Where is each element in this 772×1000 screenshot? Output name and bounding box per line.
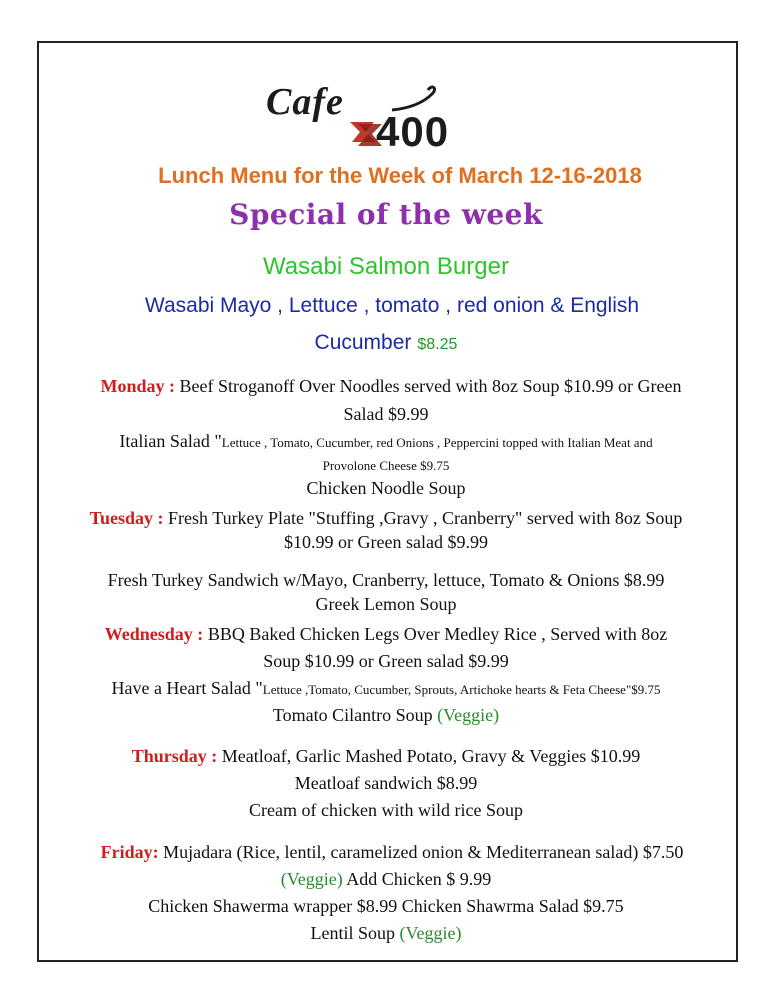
wednesday-salad-desc: Lettuce ,Tomato, Cucumber, Sprouts, Artichoke hearts & Feta Cheese"$9.75 (262, 682, 661, 697)
monday-salad-name: Italian Salad " (119, 431, 222, 451)
wednesday-veggie-tag: (Veggie) (437, 705, 500, 725)
tuesday-sandwich: Fresh Turkey Sandwich w/Mayo, Cranberry, lettuce, Tomato & Onions $8.99 (107, 570, 665, 590)
tuesday-line-2: $10.99 or Green salad $9.99 (284, 532, 488, 552)
friday-entree: Mujadara (Rice, lentil, caramelized onion & Mediterranean salad) $7.50 (158, 842, 684, 862)
tuesday-line-1 (0, 508, 772, 529)
wednesday-salad (0, 678, 772, 699)
friday-line-1 (6, 842, 772, 863)
tuesday-label: Tuesday : (89, 508, 164, 528)
tuesday-entree: Fresh Turkey Plate "Stuffing ,Gravy , Cranberry" served with 8oz Soup (163, 508, 683, 528)
friday-soup: Lentil Soup (310, 923, 400, 943)
wednesday-salad-name: Have a Heart Salad " (111, 678, 263, 698)
friday-add-chicken: Add Chicken $ 9.99 (342, 869, 492, 889)
monday-entree: Beef Stroganoff Over Noodles served with 8oz Soup $10.99 or Green (174, 376, 682, 396)
monday-line-1 (5, 376, 772, 397)
special-title: Special of the week (229, 198, 543, 231)
thursday-entree: Meatloaf, Garlic Mashed Potato, Gravy & Veggies $10.99 (217, 746, 641, 766)
wednesday-line-2: Soup $10.99 or Green salad $9.99 (263, 651, 509, 671)
special-price: $8.25 (417, 336, 458, 353)
monday-salad-desc-2: Provolone Cheese $9.75 (322, 458, 450, 473)
thursday-label: Thursday : (131, 746, 218, 766)
friday-line-2 (0, 869, 772, 890)
special-name: Wasabi Salmon Burger (263, 253, 509, 280)
monday-salad (0, 431, 772, 452)
week-title: Lunch Menu for the Week of March 12-16-2018 (158, 163, 642, 188)
friday-soup-veggie-tag: (Veggie) (399, 923, 462, 943)
special-description-continued (0, 331, 772, 355)
cafe-400-logo (262, 80, 552, 160)
wednesday-label: Wednesday : (104, 624, 204, 644)
tuesday-soup: Greek Lemon Soup (315, 594, 457, 614)
logo-cafe-text: Cafe (266, 81, 344, 123)
thursday-line-1 (0, 746, 772, 767)
wednesday-soup-line (0, 705, 772, 726)
logo-number-text: 400 (376, 108, 450, 155)
special-description-end: Cucumber (314, 331, 412, 354)
wednesday-soup: Tomato Cilantro Soup (272, 705, 438, 725)
monday-label: Monday : (100, 376, 175, 396)
special-description: Wasabi Mayo , Lettuce , tomato , red onion & English (144, 294, 640, 317)
friday-soup-line (0, 923, 772, 944)
monday-salad-desc: Lettuce , Tomato, Cucumber, red Onions , Peppercini topped with Italian Meat and (221, 435, 653, 450)
monday-soup: Chicken Noodle Soup (306, 478, 466, 498)
friday-label: Friday: (100, 842, 159, 862)
friday-veggie-tag: (Veggie) (280, 869, 343, 889)
thursday-sandwich: Meatloaf sandwich $8.99 (294, 773, 478, 793)
friday-line-3: Chicken Shawerma wrapper $8.99 Chicken Shawrma Salad $9.75 (148, 896, 624, 916)
monday-line-2: Salad $9.99 (343, 404, 429, 424)
wednesday-line-1 (0, 624, 772, 645)
wednesday-entree: BBQ Baked Chicken Legs Over Medley Rice , Served with 8oz (203, 624, 668, 644)
thursday-soup: Cream of chicken with wild rice Soup (249, 800, 523, 820)
